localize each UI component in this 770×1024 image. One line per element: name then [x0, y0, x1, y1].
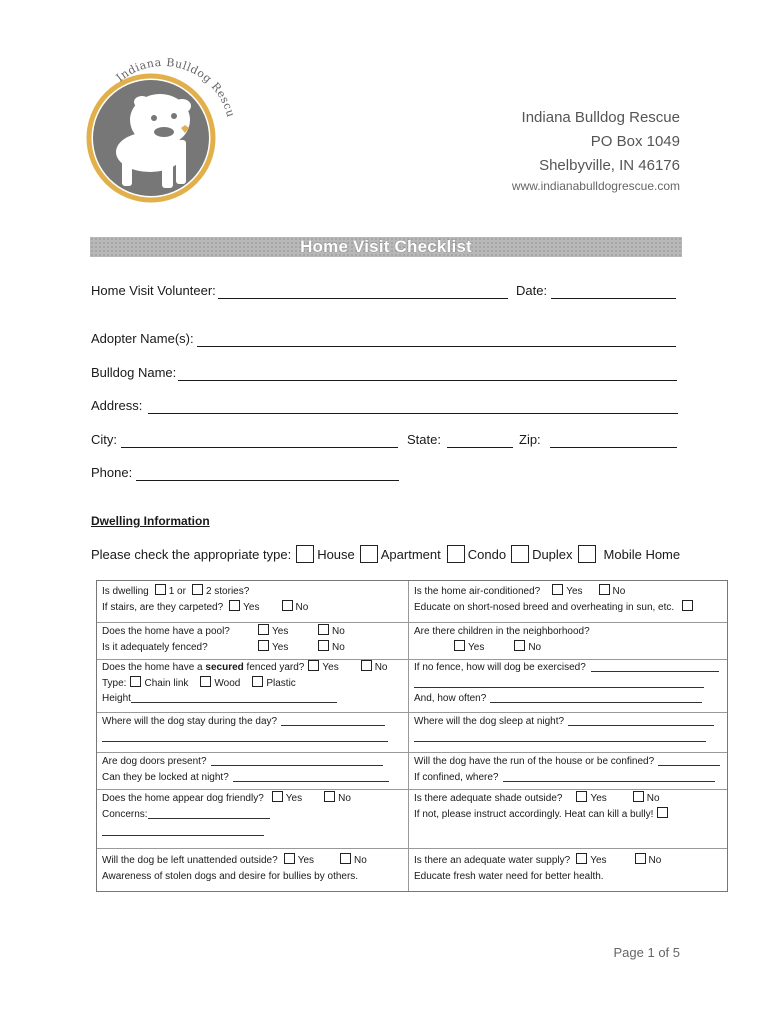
- day-location-field[interactable]: [281, 716, 385, 726]
- row7-right: Is there an adequate water supply? Yes No Educate fresh water need for better health.: [414, 855, 662, 882]
- row3-right: If no fence, how will dog be exercised? And, how often?: [414, 660, 719, 707]
- row1-right: Is the home air-conditioned? Yes No Educate on short-nosed breed and overheating in sun, etc.: [414, 584, 696, 615]
- one-story-checkbox[interactable]: [155, 584, 166, 595]
- plastic-checkbox[interactable]: [252, 676, 263, 687]
- two-stories-checkbox[interactable]: [192, 584, 203, 595]
- concerns-field[interactable]: [148, 809, 270, 819]
- date-label: Date:: [516, 283, 548, 298]
- row4-left: Where will the dog stay during the day?: [102, 714, 388, 745]
- row6-right: Is there adequate shade outside? Yes No If not, please instruct accordingly. Heat can kill a bully!: [414, 791, 671, 822]
- row1-left: Is dwelling 1 or 2 stories? If stairs, are they carpeted? Yes No: [102, 586, 309, 613]
- city-field[interactable]: [121, 435, 398, 448]
- ac-no-checkbox[interactable]: [599, 584, 610, 595]
- dwelling-type-row: [91, 545, 680, 563]
- dog-doors-field[interactable]: [211, 756, 383, 766]
- dog-friendly-yes-checkbox[interactable]: [272, 791, 283, 802]
- volunteer-label: Home Visit Volunteer:: [91, 283, 216, 298]
- children-yes-checkbox[interactable]: [454, 640, 465, 651]
- address-label: Address:: [91, 398, 143, 413]
- rescue-logo: [78, 40, 248, 210]
- logo-arc-text: Indiana Bulldog Rescu: [113, 55, 238, 119]
- secured-yard-yes-checkbox[interactable]: [308, 660, 319, 671]
- overheating-educated-checkbox[interactable]: [682, 600, 693, 611]
- unattended-yes-checkbox[interactable]: [284, 853, 295, 864]
- concerns-field-line2[interactable]: [102, 826, 264, 836]
- row5-right: Will the dog have the run of the house or be confined? If confined, where?: [414, 754, 720, 785]
- night-location-field[interactable]: [568, 716, 714, 726]
- apartment-label: Apartment: [380, 546, 441, 562]
- page-number: Page 1 of 5: [613, 945, 680, 960]
- children-no-checkbox[interactable]: [514, 640, 525, 651]
- row6-left: Does the home appear dog friendly? Yes No Concerns:: [102, 791, 351, 840]
- shade-yes-checkbox[interactable]: [576, 791, 587, 802]
- city-label: City:: [91, 432, 117, 447]
- water-yes-checkbox[interactable]: [576, 853, 587, 864]
- dwelling-type-prompt: Please check the appropriate type:: [91, 546, 292, 562]
- org-name: Indiana Bulldog Rescue: [521, 109, 680, 126]
- phone-label: Phone:: [91, 465, 133, 480]
- zip-field[interactable]: [550, 435, 677, 448]
- bulldog-field[interactable]: [178, 368, 677, 381]
- shade-no-checkbox[interactable]: [633, 791, 644, 802]
- condo-checkbox[interactable]: [447, 545, 465, 563]
- mobile-home-checkbox[interactable]: [578, 545, 596, 563]
- duplex-label: Duplex: [532, 546, 573, 562]
- unattended-no-checkbox[interactable]: [340, 853, 351, 864]
- apartment-checkbox[interactable]: [360, 545, 378, 563]
- pool-no-checkbox[interactable]: [318, 624, 329, 635]
- page-title: Home Visit Checklist: [300, 237, 472, 256]
- shade-instructed-checkbox[interactable]: [657, 807, 668, 818]
- height-field[interactable]: [131, 693, 337, 703]
- fenced-yes-checkbox[interactable]: [258, 640, 269, 651]
- org-po-box: PO Box 1049: [590, 133, 680, 150]
- carpeted-no-checkbox[interactable]: [282, 600, 293, 611]
- night-location-field-line2[interactable]: [414, 732, 706, 742]
- date-field[interactable]: [551, 286, 676, 299]
- house-label: House: [317, 546, 355, 562]
- org-city: Shelbyville, IN 46176: [539, 157, 680, 174]
- mobile-home-label: Mobile Home: [603, 546, 681, 562]
- phone-field[interactable]: [136, 468, 399, 481]
- row4-right: Where will the dog sleep at night?: [414, 714, 714, 745]
- row5-left: Are dog doors present? Can they be locked at night?: [102, 754, 389, 785]
- adopter-label: Adopter Name(s):: [91, 331, 194, 346]
- duplex-checkbox[interactable]: [511, 545, 529, 563]
- pool-yes-checkbox[interactable]: [258, 624, 269, 635]
- chain-link-checkbox[interactable]: [130, 676, 141, 687]
- state-label: State:: [407, 432, 441, 447]
- exercise-field-line2[interactable]: [414, 678, 704, 688]
- row3-left: Does the home have a secured fenced yard? Yes No Type: Chain link Wood Plastic Height: [102, 662, 388, 704]
- water-no-checkbox[interactable]: [635, 853, 646, 864]
- dwelling-heading: Dwelling Information: [91, 514, 210, 528]
- adopter-field[interactable]: [197, 334, 676, 347]
- fenced-no-checkbox[interactable]: [318, 640, 329, 651]
- run-of-house-field[interactable]: [658, 756, 720, 766]
- state-field[interactable]: [447, 435, 513, 448]
- confined-where-field[interactable]: [503, 772, 715, 782]
- row2-left: Does the home have a pool? Yes No Is it adequately fenced? Yes No: [102, 626, 345, 653]
- org-website: www.indianabulldogrescue.com: [511, 179, 680, 193]
- exercise-frequency-field[interactable]: [490, 693, 702, 703]
- row7-left: Will the dog be left unattended outside? Yes No Awareness of stolen dogs and desire for bullies by others.: [102, 855, 367, 882]
- day-location-field-line2[interactable]: [102, 732, 388, 742]
- ac-yes-checkbox[interactable]: [552, 584, 563, 595]
- secured-yard-no-checkbox[interactable]: [361, 660, 372, 671]
- exercise-field[interactable]: [591, 662, 719, 672]
- title-bar: [90, 237, 682, 257]
- wood-checkbox[interactable]: [200, 676, 211, 687]
- dog-doors-lock-field[interactable]: [233, 772, 389, 782]
- bulldog-label: Bulldog Name:: [91, 365, 177, 380]
- house-checkbox[interactable]: [296, 545, 314, 563]
- condo-label: Condo: [467, 546, 507, 562]
- zip-label: Zip:: [519, 432, 541, 447]
- row2-right: Are there children in the neighborhood? Yes No: [414, 626, 590, 653]
- checklist-table: [96, 580, 728, 892]
- carpeted-yes-checkbox[interactable]: [229, 600, 240, 611]
- address-field[interactable]: [148, 401, 678, 414]
- volunteer-field[interactable]: [218, 286, 508, 299]
- dog-friendly-no-checkbox[interactable]: [324, 791, 335, 802]
